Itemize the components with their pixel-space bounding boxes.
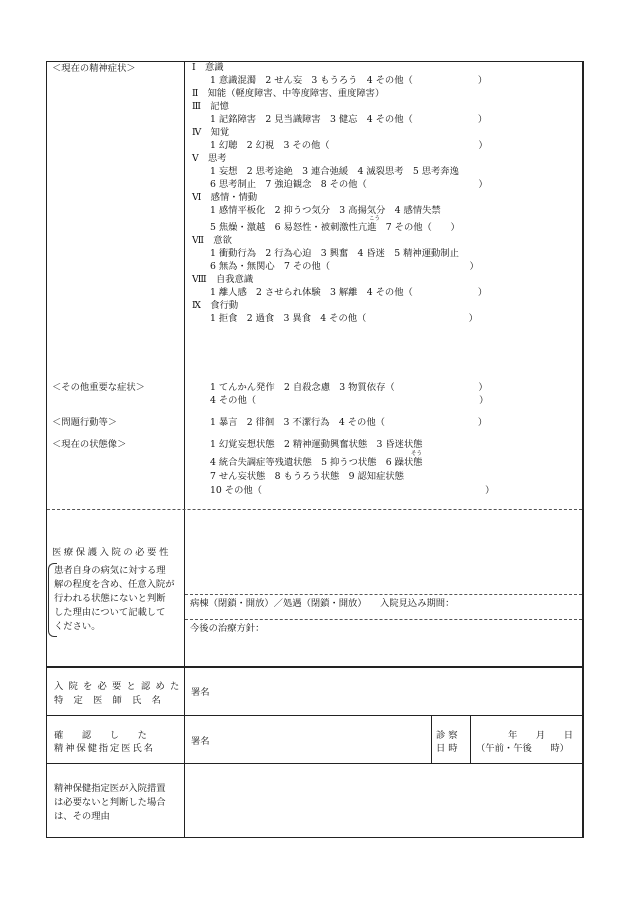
ruby-sou: そう (411, 451, 423, 457)
row-divider-1 (46, 715, 583, 716)
physician-label-line-1: 入院を必要と認めた (54, 681, 185, 692)
ward-treatment-line: 病棟（閉鎖・開放）／処遇（閉鎖・開放） (190, 598, 367, 609)
designated-signature-label: 署名 (191, 736, 210, 747)
necessity-note-line-2: 解の程度を含め、任意入院が (54, 579, 175, 590)
exam-divider-right (470, 715, 471, 763)
exam-date: 年 月 日 (508, 730, 574, 741)
necessity-note-line-4: した理由について記載して (54, 607, 166, 618)
symptom-thought-items-2: 6 思考制止 7 強迫観念 8 その他（ ） (210, 179, 488, 190)
symptom-perception: Ⅳ 知覚 (192, 127, 230, 138)
symptom-emotion: Ⅵ 感情・情動 (192, 192, 258, 203)
designated-label-line-1: 確 認 し た (54, 730, 147, 741)
label-current-state: ＜現在の状態像＞ (52, 439, 127, 450)
outer-right-border (582, 61, 584, 838)
outer-top-border (46, 61, 583, 62)
symptom-perception-items: 1 幻聴 2 幻視 3 その他（ ） (210, 140, 488, 151)
expected-period-label: 入院見込み期間： (380, 598, 455, 609)
label-other-symptoms: ＜その他重要な症状＞ (52, 382, 145, 393)
necessity-note-line-1: 患者自身の病気に対する理 (54, 565, 166, 576)
label-necessity-title: 医療保護入院の必要性 (52, 547, 171, 558)
symptom-volition-items-1: 1 衝動行為 2 行為心迫 3 興奮 4 昏迷 5 精神運動制止 (210, 248, 459, 259)
symptom-thought: Ⅴ 思考 (192, 153, 227, 164)
exam-time: （午前・午後 時） (476, 743, 569, 754)
label-problem-behavior: ＜問題行動等＞ (52, 417, 118, 428)
state-line-4: 10 その他（ ） (210, 485, 495, 496)
physician-label-line-2: 特定医師氏名 (54, 695, 171, 706)
necessity-note-line-3: 行われる状態にないと判断 (54, 593, 166, 604)
reason-label-line-3: は、その理由 (54, 811, 110, 822)
symptom-emotion-items-1: 1 感情平板化 2 抑うつ気分 3 高揚気分 4 感情失禁 (210, 205, 441, 216)
dashed-divider-necessity (47, 509, 582, 510)
label-current-symptoms: ＜現在の精神症状＞ (52, 63, 136, 74)
symptom-emotion-items-2: 5 焦燥・激越 6 易怒性・被刺激性亢進 7 その他（ ） (210, 222, 460, 233)
designated-label-line-2: 精神保健指定医氏名 (54, 743, 155, 754)
exam-label-line-2: 日 時 (436, 743, 458, 754)
necessity-note-line-5: ください。 (54, 621, 101, 632)
symptom-intelligence: Ⅱ 知能（軽度障害、中等度障害、重度障害） (192, 88, 385, 99)
treatment-plan-label: 今後の治療方針： (190, 623, 265, 634)
ruby-kou: こう (369, 216, 381, 222)
physician-signature-label: 署名 (191, 687, 210, 698)
symptom-ego-items: 1 離人感 2 させられ体験 3 解離 4 その他（ ） (210, 287, 488, 298)
symptom-eating: Ⅸ 食行動 (192, 300, 239, 311)
symptom-consciousness: Ⅰ 意識 (192, 62, 224, 73)
exam-divider-left (431, 715, 432, 763)
symptom-thought-items-1: 1 妄想 2 思考途絶 3 連合弛緩 4 滅裂思考 5 思考奔逸 (210, 166, 459, 177)
symptom-memory: Ⅲ 記憶 (192, 101, 229, 112)
state-line-3: 7 せん妄状態 8 もうろう状態 9 認知症状態 (210, 471, 404, 482)
other-symptoms-line-2: 4 その他（ ） (210, 395, 489, 406)
outer-left-border (46, 61, 47, 838)
symptom-memory-items: 1 記銘障害 2 見当識障害 3 健忘 4 その他（ ） (210, 114, 488, 125)
label-column-divider (184, 61, 185, 838)
exam-label-line-1: 診 察 (436, 730, 458, 741)
state-line-1: 1 幻覚妄想状態 2 精神運動興奮状態 3 昏迷状態 (210, 439, 423, 450)
reason-label-line-2: は必要ないと判断した場合 (54, 797, 166, 808)
other-symptoms-line-1: 1 てんかん発作 2 自殺念慮 3 物質依存（ ） (210, 382, 488, 393)
row-divider-2 (46, 763, 583, 764)
symptom-consciousness-items: 1 意識混濁 2 せん妄 3 もうろう 4 その他（ ） (210, 75, 488, 86)
symptom-ego: Ⅷ 自我意識 (192, 274, 254, 285)
bottom-border (46, 837, 583, 838)
thick-section-divider (46, 666, 583, 668)
problem-behavior-line-1: 1 暴言 2 徘徊 3 不潔行為 4 その他（ ） (210, 417, 488, 428)
state-line-2: 4 統合失調症等残遺状態 5 抑うつ状態 6 躁状態 (210, 457, 423, 468)
symptom-volition-items-2: 6 無為・無関心 7 その他（ ） (210, 261, 479, 272)
symptom-volition: Ⅶ 意欲 (192, 235, 232, 246)
symptom-eating-items: 1 拒食 2 過食 3 異食 4 その他（ ） (210, 313, 478, 324)
dashed-divider-ward (185, 594, 582, 595)
reason-label-line-1: 精神保健指定医が入院措置 (54, 783, 166, 794)
dashed-divider-plan (185, 619, 582, 620)
